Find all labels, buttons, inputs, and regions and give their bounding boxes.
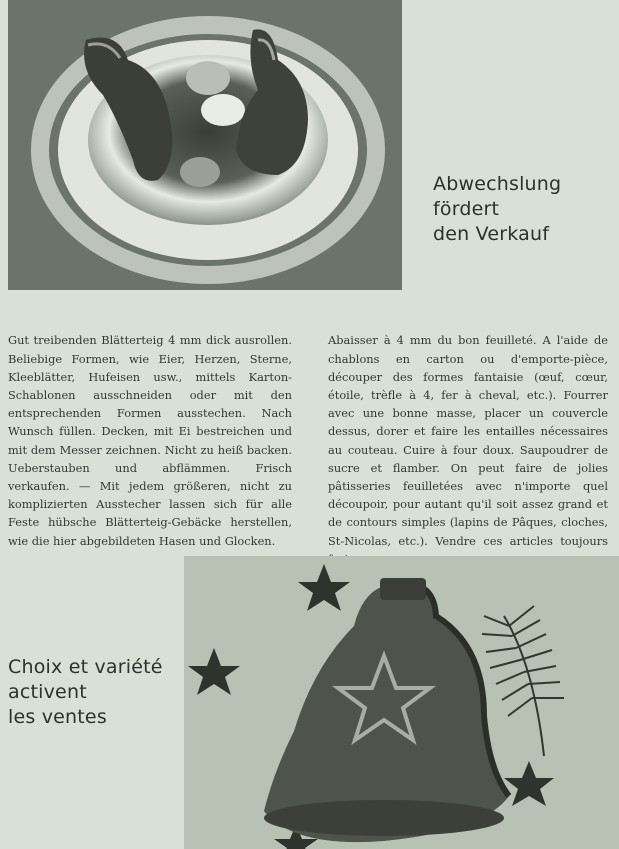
headline-french-line2: activent xyxy=(8,681,87,703)
headline-german-line1: Abwechslung xyxy=(433,173,562,195)
text-french: Abaisser à 4 mm du bon feuilleté. A l'aide de chablons en carton ou d'emporte-pièce, découper des formes fantaisie (œuf, cœur, étoile, trèfle à 4, fer à cheval, etc.). Fourrer avec une bonne masse, placer un couvercle dessus, dorer et faire les entailles nécessaires au couteau. Cuire à four doux. Saupoudrer de sucre et flamber. On peut faire de jolies pâtisseries feuilletées avec n'importe quel découpoir, pour autant qu'il soit assez grand et de contours simples (lapins de Pâques, cloches, St-Nicolas, etc.). Vendre ces articles toujours xyxy=(328,333,608,548)
headline-french xyxy=(8,655,163,730)
headline-german-line3: den Verkauf xyxy=(433,223,550,245)
headline-french-line3: les ventes xyxy=(8,706,107,728)
headline-german-line2: fördert xyxy=(433,198,500,220)
headline-french-line1: Choix et variété xyxy=(8,656,163,678)
photo-easter-nest xyxy=(8,0,402,290)
text-german: Gut treibenden Blätterteig 4 mm dick ausrollen. Beliebige Formen, wie Eier, Herzen, Sterne, Kleeblätter, Hufeisen usw., mittels Karton-Schablonen ausschneiden oder mit den entsprechenden Formen ausstechen. Nach Wunsch füllen. Decken, mit Ei bestreichen und mit dem Messer zeichnen. Nicht zu heiß backen. Ueberstauben und abflämmen. Frisch verkaufen. — Mit jedem größeren, nicht zu komplizierten Ausstecher lassen sich für alle Feste hübsche Blätterteig-Gebäcke herstellen, wie die hier abgebildeten Hasen und Glocken. xyxy=(8,333,292,548)
headline-german xyxy=(433,172,561,247)
photo-pastry-bell xyxy=(184,556,619,849)
